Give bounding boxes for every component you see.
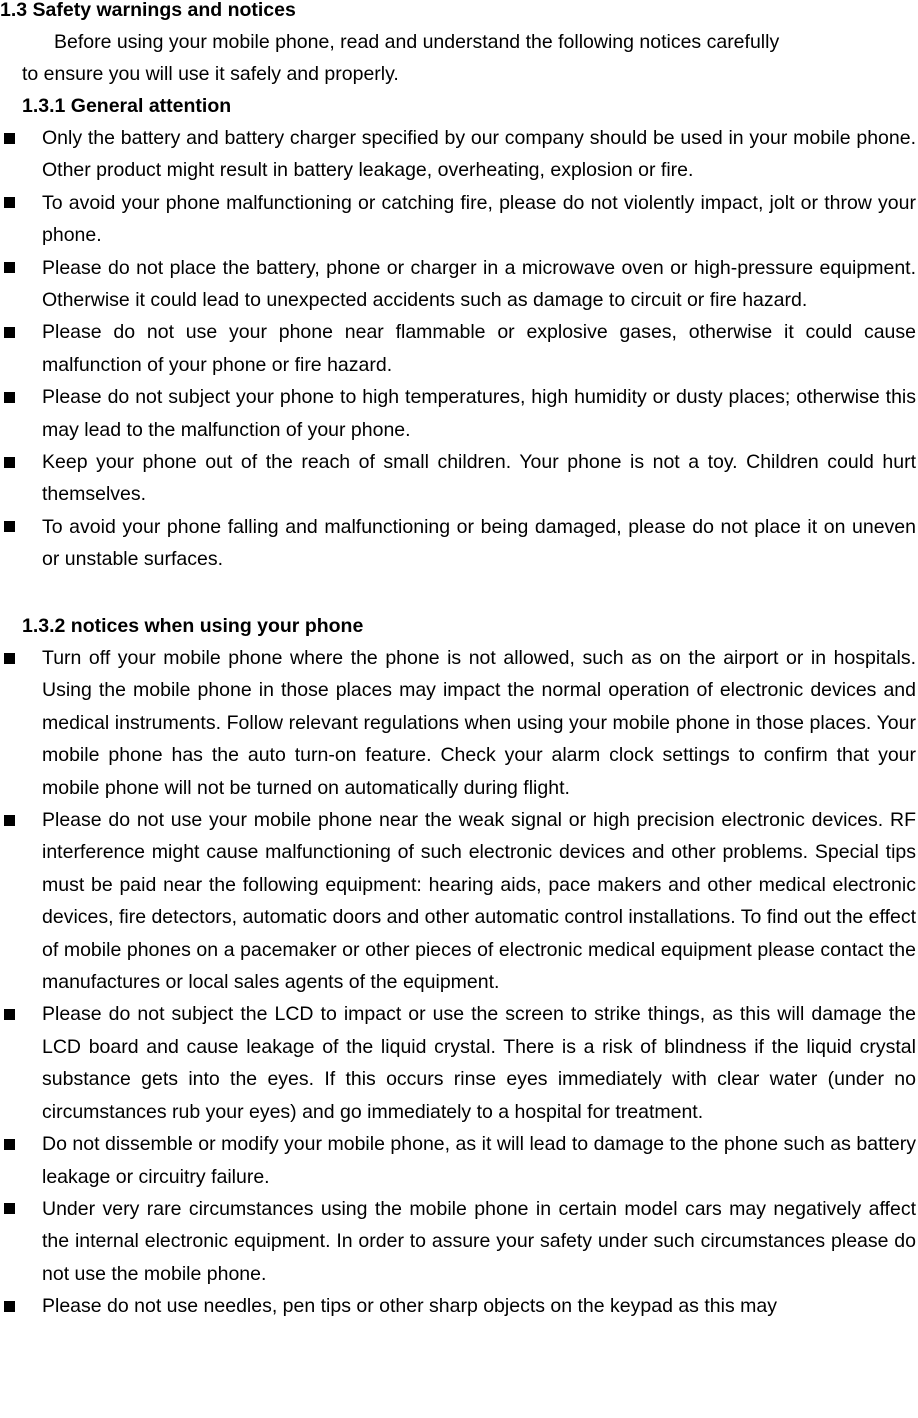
square-bullet-icon (4, 133, 15, 144)
square-bullet-icon (4, 1203, 15, 1214)
list-item (0, 1128, 918, 1193)
list-item-text: To avoid your phone malfunctioning or catching fire, please do not violently impact, jolt or throw your phone. (42, 191, 916, 247)
list-item-text: Please do not use your phone near flammable or explosive gases, otherwise it could cause malfunction of your phone or fire hazard. (42, 321, 916, 376)
square-bullet-icon (4, 327, 15, 338)
list-item-text: Please do not subject your phone to high temperatures, high humidity or dusty places; otherwise this may lead to the malfunction of your phone. (42, 386, 916, 441)
list-item (0, 998, 918, 1128)
general-attention-list (0, 122, 918, 576)
square-bullet-icon (4, 521, 15, 532)
square-bullet-icon (4, 1301, 15, 1312)
intro-line-1: Before using your mobile phone, read and understand the following notices carefully (54, 31, 780, 53)
list-item-text: To avoid your phone falling and malfunctioning or being damaged, please do not place it on uneven or unstable surfaces. (42, 515, 916, 571)
list-item (0, 446, 918, 511)
section-title: 1.3 Safety warnings and notices (0, 0, 296, 21)
list-item-text: Under very rare circumstances using the mobile phone in certain model cars may negatively affect the internal electronic equipment. In order to assure your safety under such circumstances please do not use the mobile phone. (42, 1197, 916, 1285)
list-item (0, 511, 918, 576)
list-item (0, 122, 918, 187)
list-item (0, 316, 918, 381)
square-bullet-icon (4, 197, 15, 208)
phone-notices-list (0, 642, 918, 1323)
phone-notices-heading: 1.3.2 notices when using your phone (22, 615, 364, 637)
square-bullet-icon (4, 815, 15, 826)
list-item (0, 1290, 918, 1322)
list-item (0, 187, 918, 252)
list-item (0, 381, 918, 446)
list-item-text: Keep your phone out of the reach of small children. Your phone is not a toy. Children could hurt themselves. (42, 451, 916, 506)
list-item-text: Please do not use needles, pen tips or other sharp objects on the keypad as this may (42, 1295, 777, 1318)
list-item-text: Turn off your mobile phone where the phone is not allowed, such as on the airport or in hospitals. Using the mobile phone in those places may impact the normal operation of electronic devices and medical instruments. Follow relevant regulations when using your mobile phone in those places. Your mobile phone has the auto turn-on feature. Check your alarm clock settings to confirm that your mobile phone will not be turned on automatically during flight. (42, 647, 916, 799)
list-item-text: Do not dissemble or modify your mobile phone, as it will lead to damage to the phone such as battery leakage or circuitry failure. (42, 1133, 916, 1188)
list-item (0, 1193, 918, 1290)
list-item-text: Please do not subject the LCD to impact or use the screen to strike things, as this will damage the LCD board and cause leakage of the liquid crystal. There is a risk of blindness if the liquid crystal substance gets into the eyes. If this occurs rinse eyes immediately with clear water (under no circumstances rub your eyes) and go immediately to a hospital for treatment. (42, 1003, 916, 1123)
square-bullet-icon (4, 1009, 15, 1020)
square-bullet-icon (4, 457, 15, 468)
general-attention-heading: 1.3.1 General attention (22, 95, 232, 117)
square-bullet-icon (4, 653, 15, 664)
list-item-text: Please do not place the battery, phone or charger in a microwave oven or high-pressure equipment. Otherwise it could lead to unexpected accidents such as damage to circuit or fire hazard. (42, 256, 916, 312)
square-bullet-icon (4, 1139, 15, 1150)
intro-line-2: to ensure you will use it safely and properly. (22, 63, 399, 85)
list-item (0, 642, 918, 804)
list-item-text: Only the battery and battery charger specified by our company should be used in your mobile phone. Other product might result in battery leakage, overheating, explosion or fire. (42, 127, 916, 182)
list-item-text: Please do not use your mobile phone near the weak signal or high precision electronic devices. RF interference might cause malfunctioning of such electronic devices and other problems. Special tips must be paid near the following equipment: hearing aids, pace makers and other medical electronic devices, fire detectors, automatic doors and other automatic control installations. To find out the effect of mobile phones on a pacemaker or other pieces of electronic medical equipment please contact the manufactures or local sales agents of the equipment. (42, 809, 917, 994)
square-bullet-icon (4, 392, 15, 403)
list-item (0, 804, 918, 998)
square-bullet-icon (4, 262, 15, 273)
list-item (0, 252, 918, 317)
